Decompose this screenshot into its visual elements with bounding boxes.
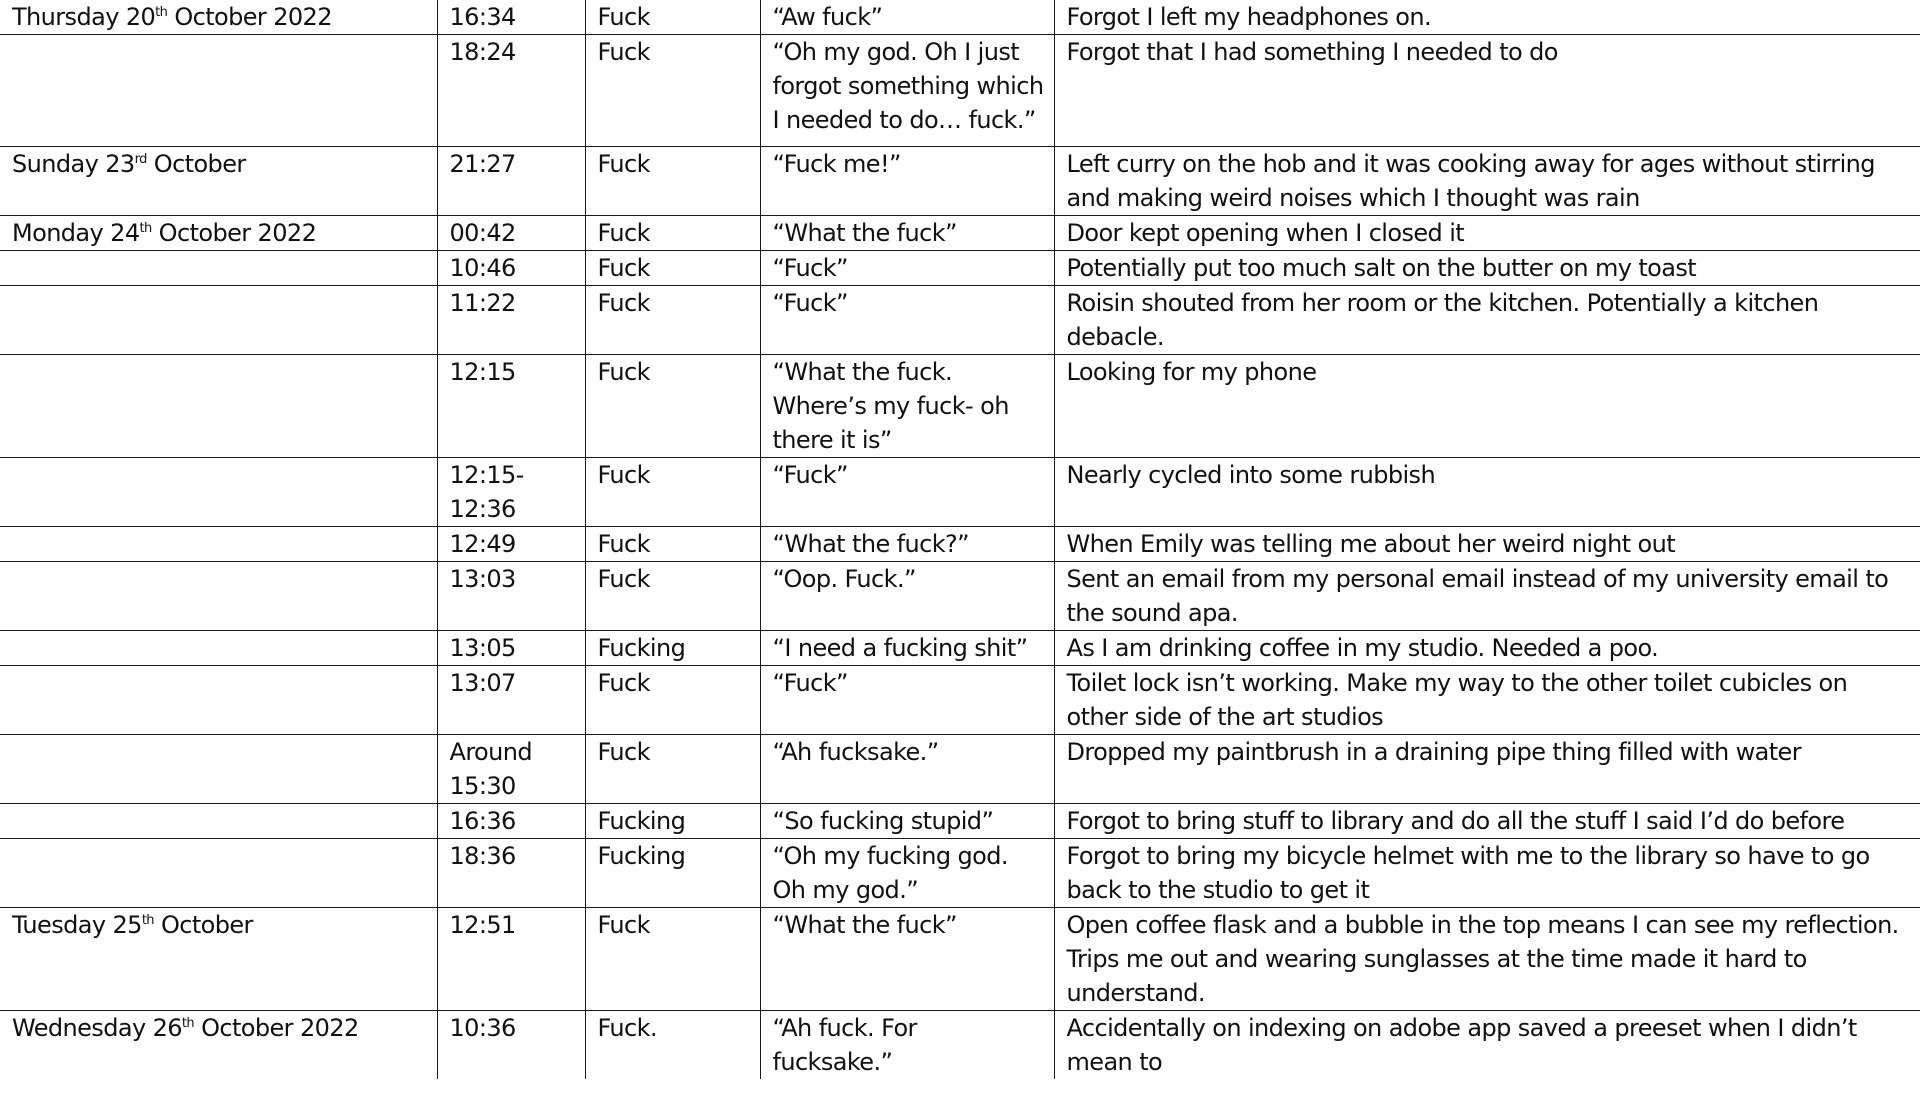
swear-word-cell: Fuck — [585, 527, 760, 562]
date-ordinal: rd — [134, 152, 147, 167]
date-cell — [0, 355, 437, 458]
reason-cell: Left curry on the hob and it was cooking away for ages without stirring and making weird noises which I thought was rain — [1054, 147, 1920, 216]
date-ordinal: th — [141, 913, 154, 928]
swear-word-cell: Fuck — [585, 216, 760, 251]
reason-cell: Forgot to bring my bicycle helmet with me to the library so have to go back to the studio to get it — [1054, 839, 1920, 908]
quote-cell: “Oh my god. Oh I just forgot something which I needed to do… fuck.” — [760, 35, 1054, 147]
quote-cell: “Oop. Fuck.” — [760, 562, 1054, 631]
swear-word-cell: Fuck — [585, 147, 760, 216]
date-cell — [0, 458, 437, 527]
date-month-year: October 2022 — [194, 1014, 359, 1042]
table-row — [0, 216, 1920, 251]
date-cell — [0, 562, 437, 631]
table-row — [0, 908, 1920, 1011]
quote-cell: “What the fuck. Where’s my fuck- oh there it is” — [760, 355, 1054, 458]
time-cell: 12:51 — [437, 908, 585, 1011]
time-cell: 11:22 — [437, 286, 585, 355]
date-ordinal: th — [139, 221, 152, 236]
date-cell — [0, 0, 437, 35]
table-row — [0, 0, 1920, 35]
reason-cell: Potentially put too much salt on the butter on my toast — [1054, 251, 1920, 286]
swear-word-cell: Fuck — [585, 562, 760, 631]
reason-cell: Forgot I left my headphones on. — [1054, 0, 1920, 35]
time-cell: 13:07 — [437, 666, 585, 735]
quote-cell: “What the fuck” — [760, 216, 1054, 251]
reason-cell: Open coffee flask and a bubble in the top means I can see my reflection. Trips me out and wearing sunglasses at the time made it hard to understand. — [1054, 908, 1920, 1011]
quote-cell: “What the fuck” — [760, 908, 1054, 1011]
table-row — [0, 666, 1920, 735]
time-cell: 12:15-12:36 — [437, 458, 585, 527]
quote-cell: “Fuck” — [760, 251, 1054, 286]
swear-word-cell: Fuck — [585, 458, 760, 527]
reason-cell: Roisin shouted from her room or the kitchen. Potentially a kitchen debacle. — [1054, 286, 1920, 355]
date-month-year: October 2022 — [151, 219, 317, 247]
time-cell: 16:36 — [437, 804, 585, 839]
date-month-year: October — [146, 150, 246, 178]
table-row — [0, 355, 1920, 458]
swear-word-cell: Fuck — [585, 35, 760, 147]
reason-cell: Forgot to bring stuff to library and do all the stuff I said I’d do before — [1054, 804, 1920, 839]
quote-cell: “Oh my fucking god. Oh my god.” — [760, 839, 1054, 908]
table-row — [0, 35, 1920, 147]
reason-cell: Door kept opening when I closed it — [1054, 216, 1920, 251]
reason-cell: Looking for my phone — [1054, 355, 1920, 458]
table-row — [0, 631, 1920, 666]
table-row — [0, 458, 1920, 527]
date-cell — [0, 35, 437, 147]
quote-cell: “Ah fuck. For fucksake.” — [760, 1011, 1054, 1080]
date-cell — [0, 666, 437, 735]
swear-word-cell: Fucking — [585, 839, 760, 908]
date-cell — [0, 804, 437, 839]
reason-cell: Dropped my paintbrush in a draining pipe thing filled with water — [1054, 735, 1920, 804]
time-cell: 13:03 — [437, 562, 585, 631]
time-cell: 00:42 — [437, 216, 585, 251]
reason-cell: Toilet lock isn’t working. Make my way to the other toilet cubicles on other side of the art studios — [1054, 666, 1920, 735]
reason-cell: Nearly cycled into some rubbish — [1054, 458, 1920, 527]
date-text: Thursday 20 — [12, 3, 156, 31]
swear-word-cell: Fuck — [585, 355, 760, 458]
swear-word-cell: Fuck — [585, 666, 760, 735]
date-text: Wednesday 26 — [12, 1014, 182, 1042]
reason-cell: As I am drinking coffee in my studio. Needed a poo. — [1054, 631, 1920, 666]
table-row — [0, 1011, 1920, 1080]
swear-word-cell: Fuck — [585, 0, 760, 35]
swear-word-cell: Fuck — [585, 908, 760, 1011]
swear-word-cell: Fucking — [585, 631, 760, 666]
swear-word-cell: Fucking — [585, 804, 760, 839]
quote-cell: “Fuck” — [760, 458, 1054, 527]
time-cell: 10:46 — [437, 251, 585, 286]
time-cell: 12:49 — [437, 527, 585, 562]
time-cell: 10:36 — [437, 1011, 585, 1080]
date-ordinal: th — [155, 5, 168, 20]
date-cell — [0, 286, 437, 355]
reason-cell: Accidentally on indexing on adobe app saved a preeset when I didn’t mean to — [1054, 1011, 1920, 1080]
time-cell: 21:27 — [437, 147, 585, 216]
date-cell — [0, 251, 437, 286]
time-cell: 18:36 — [437, 839, 585, 908]
table-row — [0, 735, 1920, 804]
quote-cell: “So fucking stupid” — [760, 804, 1054, 839]
date-cell — [0, 1011, 437, 1080]
reason-cell: Forgot that I had something I needed to do — [1054, 35, 1920, 147]
swear-word-cell: Fuck — [585, 286, 760, 355]
time-cell: 16:34 — [437, 0, 585, 35]
date-text: Monday 24 — [12, 219, 140, 247]
swear-word-cell: Fuck. — [585, 1011, 760, 1080]
table-row — [0, 147, 1920, 216]
date-cell — [0, 631, 437, 666]
table-row — [0, 804, 1920, 839]
table-row — [0, 562, 1920, 631]
time-cell: Around 15:30 — [437, 735, 585, 804]
quote-cell: “What the fuck?” — [760, 527, 1054, 562]
date-cell — [0, 735, 437, 804]
date-cell — [0, 839, 437, 908]
date-month-year: October — [153, 911, 253, 939]
time-cell: 12:15 — [437, 355, 585, 458]
time-cell: 13:05 — [437, 631, 585, 666]
quote-cell: “Fuck” — [760, 286, 1054, 355]
quote-cell: “Fuck” — [760, 666, 1054, 735]
date-text: Sunday 23 — [12, 150, 135, 178]
quote-cell: “I need a fucking shit” — [760, 631, 1054, 666]
reason-cell: When Emily was telling me about her weird night out — [1054, 527, 1920, 562]
table-row — [0, 286, 1920, 355]
table-row — [0, 251, 1920, 286]
time-cell: 18:24 — [437, 35, 585, 147]
swear-word-cell: Fuck — [585, 251, 760, 286]
reason-cell: Sent an email from my personal email instead of my university email to the sound apa. — [1054, 562, 1920, 631]
swear-word-cell: Fuck — [585, 735, 760, 804]
date-ordinal: th — [181, 1016, 195, 1031]
quote-cell: “Fuck me!” — [760, 147, 1054, 216]
date-cell — [0, 216, 437, 251]
date-month-year: October 2022 — [167, 3, 332, 31]
quote-cell: “Aw fuck” — [760, 0, 1054, 35]
date-cell — [0, 147, 437, 216]
quote-cell: “Ah fucksake.” — [760, 735, 1054, 804]
date-cell — [0, 527, 437, 562]
date-cell — [0, 908, 437, 1011]
table-row — [0, 527, 1920, 562]
date-text: Tuesday 25 — [12, 911, 142, 939]
table-row — [0, 839, 1920, 908]
